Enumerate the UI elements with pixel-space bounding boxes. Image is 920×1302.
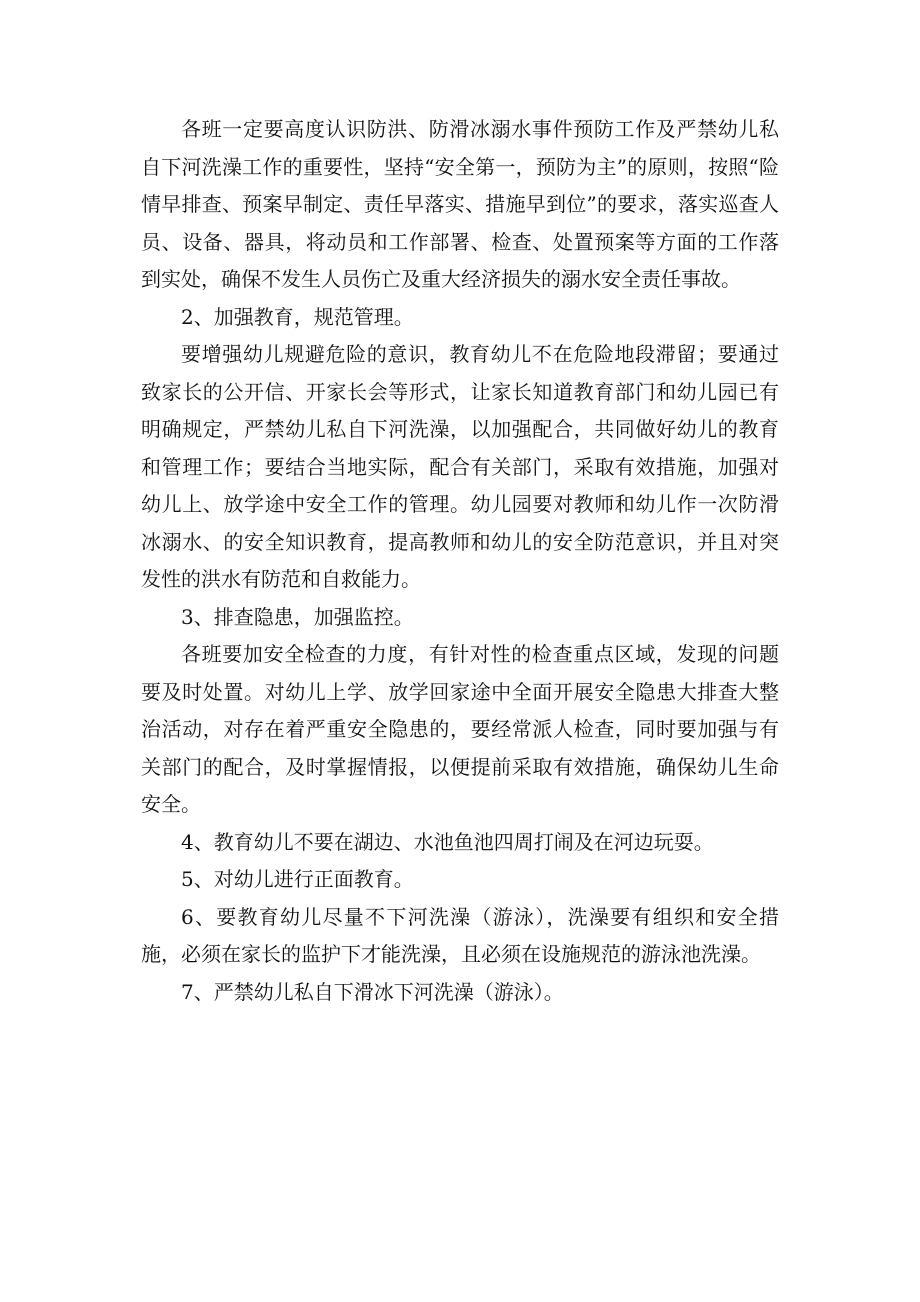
item-prohibit-private-swimming: 7、严禁幼儿私自下滑冰下河洗澡（游泳）。 (181, 979, 564, 1004)
paragraph-education: 要增强幼儿规避危险的意识，教育幼儿不在危险地段滞留；要通过致家长的公开信、开家长会等形式，让家长知道教育部门和幼儿园已有明确规定，严禁幼儿私自下河洗澡，以加强配合，共同做好幼儿的教育和管理工作；要结合当地实际，配合有关部门，采取有效措施，加强对幼儿上、放学途中安全工作的管理。幼儿园要对教师和幼儿作一次防滑冰溺水、的安全知识教育，提高教师和幼儿的安全防范意识，并且对突发性的洪水有防范和自救能力。 (141, 342, 779, 591)
item-supervised-swimming: 6、要教育幼儿尽量不下河洗澡（游泳），洗澡要有组织和安全措施，必须在家长的监护下才能洗澡，且必须在设施规范的游泳池洗澡。 (141, 904, 779, 966)
document-body (141, 111, 779, 1011)
item-positive-education: 5、对幼儿进行正面教育。 (181, 867, 414, 891)
heading-education-management: 2、加强教育，规范管理。 (181, 304, 414, 329)
paragraph-responsibility: 各班一定要高度认识防洪、防滑冰溺水事件预防工作及严禁幼儿私自下河洗澡工作的重要性，坚持“安全第一，预防为主”的原则，按照“险情早排查、预案早制定、责任早落实、措施早到位”的要求，落实巡查人员、设备、器具，将动员和工作部署、检查、处置预案等方面的工作落到实处，确保不发生人员伤亡及重大经济损失的溺水安全责任事故。 (141, 117, 779, 291)
item-no-playing-by-water: 4、教育幼儿不要在湖边、水池鱼池四周打闹及在河边玩耍。 (181, 829, 714, 854)
heading-hazard-monitoring: 3、排查隐患，加强监控。 (181, 604, 414, 629)
paragraph-inspection: 各班要加安全检查的力度，有针对性的检查重点区域，发现的问题要及时处置。对幼儿上学、放学回家途中全面开展安全隐患大排查大整治活动，对存在着严重安全隐患的，要经常派人检查，同时要加强与有关部门的配合，及时掌握情报，以便提前采取有效措施，确保幼儿生命安全。 (141, 642, 779, 816)
